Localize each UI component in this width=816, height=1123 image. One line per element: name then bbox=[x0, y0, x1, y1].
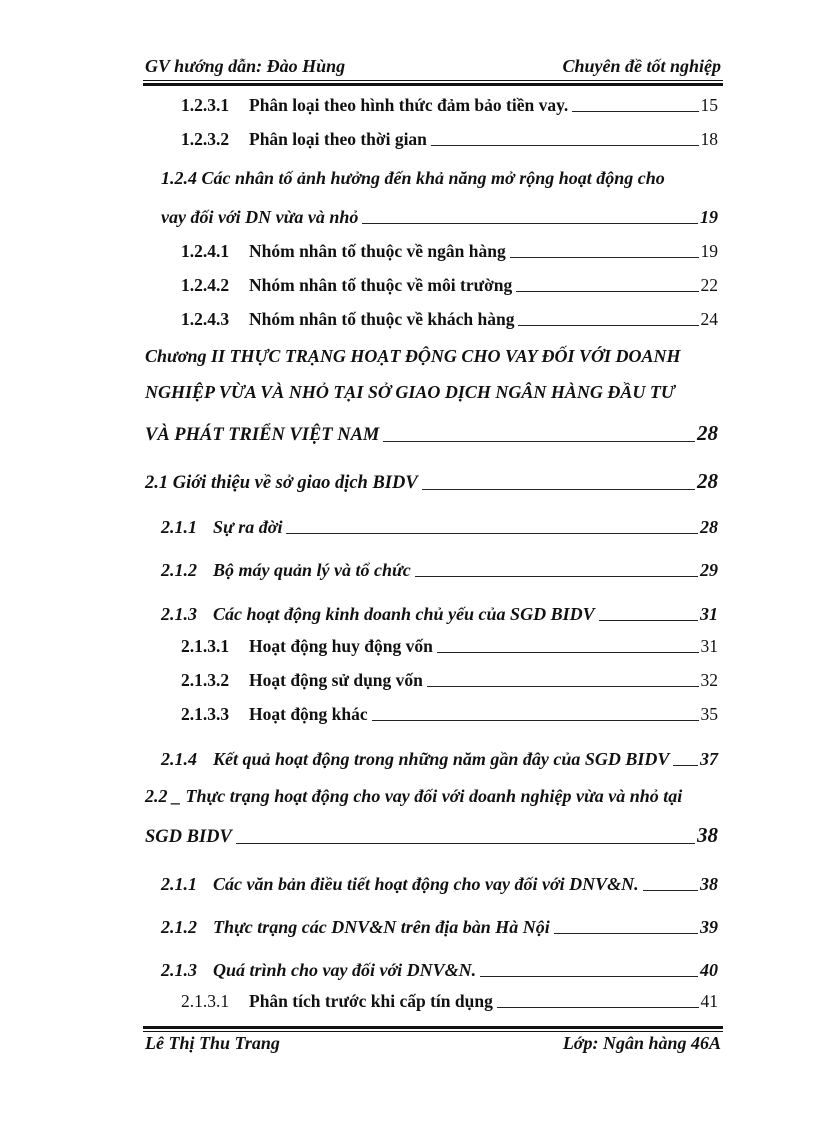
toc-page-number: 35 bbox=[700, 704, 718, 724]
toc-leader bbox=[437, 652, 699, 653]
toc-page-number: 32 bbox=[700, 670, 718, 690]
toc-title: Phân tích trước khi cấp tín dụng bbox=[249, 991, 493, 1011]
toc-leader bbox=[383, 441, 695, 442]
toc-page-number: 37 bbox=[700, 749, 718, 769]
toc-title: Kết quả hoạt động trong những năm gần đây của SGD BIDV bbox=[213, 749, 670, 769]
header-doc-type: Chuyên đề tốt nghiệp bbox=[562, 56, 721, 76]
toc-page-number: 40 bbox=[700, 960, 718, 980]
toc-number: 1.2.4.1 bbox=[181, 241, 230, 261]
footer-rule bbox=[143, 1026, 723, 1032]
toc-number: 2.1.4 bbox=[161, 749, 197, 769]
footer-author: Lê Thị Thu Trang bbox=[145, 1033, 280, 1053]
toc-title: 2.1 Giới thiệu về sở giao dịch BIDV bbox=[145, 473, 418, 493]
toc-number: 2.1.2 bbox=[161, 917, 197, 937]
toc-leader bbox=[422, 489, 695, 490]
toc-leader bbox=[286, 533, 698, 534]
toc-page-number: 22 bbox=[700, 275, 718, 295]
toc-number: 1.2.4.2 bbox=[181, 275, 230, 295]
page-header bbox=[143, 56, 723, 82]
toc-page-number: 24 bbox=[700, 309, 718, 329]
footer-class: Lớp: Ngân hàng 46A bbox=[562, 1033, 721, 1053]
toc-title: Phân loại theo hình thức đảm bảo tiền vay. bbox=[249, 95, 569, 115]
toc-title: Thực trạng các DNV&N trên địa bàn Hà Nội bbox=[213, 917, 550, 937]
toc-leader bbox=[510, 257, 699, 258]
toc-title: Hoạt động khác bbox=[249, 704, 368, 724]
toc-section-line1[interactable]: 2.2 _ Thực trạng hoạt động cho vay đối với doanh nghiệp vừa và nhỏ tại bbox=[145, 786, 683, 806]
toc-page-number: 19 bbox=[700, 241, 718, 261]
toc-leader bbox=[516, 291, 698, 292]
toc-entry[interactable] bbox=[181, 699, 718, 725]
toc-number: 2.1.3.3 bbox=[181, 704, 230, 724]
toc-page-number: 38 bbox=[697, 823, 718, 847]
toc-entry-line1[interactable]: 1.2.4 Các nhân tố ảnh hưởng đến khả năng mở rộng hoạt động cho bbox=[161, 168, 665, 188]
toc-entry[interactable] bbox=[181, 236, 718, 262]
toc-entry[interactable] bbox=[181, 124, 718, 150]
toc-leader bbox=[362, 223, 698, 224]
header-rule bbox=[143, 80, 723, 86]
toc-number: 2.1.3 bbox=[161, 960, 197, 980]
toc-title: Hoạt động huy động vốn bbox=[249, 636, 433, 656]
toc-entry[interactable] bbox=[145, 818, 718, 848]
toc-title: Sự ra đời bbox=[213, 517, 283, 537]
toc-entry[interactable] bbox=[181, 270, 718, 296]
toc-number: 2.1.3.1 bbox=[181, 991, 230, 1011]
toc-entry[interactable] bbox=[161, 597, 718, 625]
toc-number: 1.2.3.2 bbox=[181, 129, 230, 149]
toc-page-number: 15 bbox=[700, 95, 718, 115]
toc-chapter-line2[interactable]: NGHIỆP VỪA VÀ NHỎ TẠI SỞ GIAO DỊCH NGÂN HÀNG ĐẦU TƯ bbox=[145, 382, 675, 402]
toc-title: Các hoạt động kinh doanh chủ yếu của SGD BIDV bbox=[213, 604, 595, 624]
toc-leader bbox=[236, 843, 695, 844]
toc-leader bbox=[599, 620, 698, 621]
toc-entry[interactable] bbox=[145, 464, 718, 494]
toc-leader bbox=[427, 686, 699, 687]
toc-page-number: 39 bbox=[700, 917, 718, 937]
toc-leader bbox=[554, 933, 698, 934]
toc-title: SGD BIDV bbox=[145, 827, 232, 847]
toc-page-number: 19 bbox=[700, 207, 718, 227]
toc-title: Quá trình cho vay đối với DNV&N. bbox=[213, 960, 477, 980]
toc-entry[interactable] bbox=[161, 910, 718, 938]
toc-leader bbox=[372, 720, 699, 721]
toc-title: Phân loại theo thời gian bbox=[249, 129, 427, 149]
toc-entry[interactable] bbox=[181, 986, 718, 1012]
toc-entry[interactable] bbox=[181, 665, 718, 691]
toc-entry[interactable] bbox=[161, 867, 718, 895]
toc-number: 2.1.3.2 bbox=[181, 670, 230, 690]
toc-title: Nhóm nhân tố thuộc về ngân hàng bbox=[249, 241, 506, 261]
toc-title: Bộ máy quản lý và tổ chức bbox=[213, 560, 411, 580]
toc-title: Hoạt động sử dụng vốn bbox=[249, 670, 423, 690]
toc-number: 2.1.1 bbox=[161, 517, 197, 537]
toc-page-number: 29 bbox=[700, 560, 718, 580]
toc-number: 2.1.3 bbox=[161, 604, 197, 624]
toc-page-number: 38 bbox=[700, 874, 718, 894]
toc-entry[interactable] bbox=[181, 631, 718, 657]
header-advisor: GV hướng dẫn: Đào Hùng bbox=[145, 56, 346, 76]
toc-leader bbox=[497, 1007, 699, 1008]
page-footer bbox=[143, 1033, 723, 1059]
toc-title: vay đối với DN vừa và nhỏ bbox=[161, 207, 359, 227]
toc-page-number: 18 bbox=[700, 129, 718, 149]
toc-page-number: 41 bbox=[700, 991, 718, 1011]
toc-page-number: 31 bbox=[700, 636, 718, 656]
toc-leader bbox=[415, 576, 698, 577]
toc-page-number: 28 bbox=[697, 469, 718, 493]
toc-number: 2.1.3.1 bbox=[181, 636, 230, 656]
toc-leader bbox=[572, 111, 698, 112]
toc-entry[interactable] bbox=[161, 953, 718, 981]
toc-page-number: 28 bbox=[697, 421, 718, 445]
toc-leader bbox=[643, 890, 698, 891]
toc-leader bbox=[431, 145, 699, 146]
toc-number: 2.1.2 bbox=[161, 560, 197, 580]
toc-number: 1.2.3.1 bbox=[181, 95, 230, 115]
toc-entry[interactable] bbox=[181, 304, 718, 330]
toc-entry[interactable] bbox=[161, 553, 718, 581]
toc-entry[interactable] bbox=[161, 200, 718, 228]
toc-entry[interactable] bbox=[181, 90, 718, 116]
toc-leader bbox=[673, 765, 698, 766]
toc-leader bbox=[480, 976, 698, 977]
toc-title: Các văn bản điều tiết hoạt động cho vay đối với DNV&N. bbox=[213, 874, 639, 894]
toc-entry[interactable] bbox=[145, 416, 718, 446]
toc-title: Nhóm nhân tố thuộc về môi trường bbox=[249, 275, 513, 295]
toc-entry[interactable] bbox=[161, 742, 718, 770]
toc-number: 1.2.4.3 bbox=[181, 309, 230, 329]
toc-page-number: 31 bbox=[700, 604, 718, 624]
toc-title: Nhóm nhân tố thuộc về khách hàng bbox=[249, 309, 515, 329]
toc-number: 2.1.1 bbox=[161, 874, 197, 894]
toc-title: VÀ PHÁT TRIỂN VIỆT NAM bbox=[145, 425, 380, 445]
toc-page-number: 28 bbox=[700, 517, 718, 537]
toc-chapter-line1[interactable]: Chương II THỰC TRẠNG HOẠT ĐỘNG CHO VAY ĐỐI VỚI DOANH bbox=[145, 346, 681, 366]
toc-leader bbox=[518, 325, 698, 326]
toc-entry[interactable] bbox=[161, 510, 718, 538]
